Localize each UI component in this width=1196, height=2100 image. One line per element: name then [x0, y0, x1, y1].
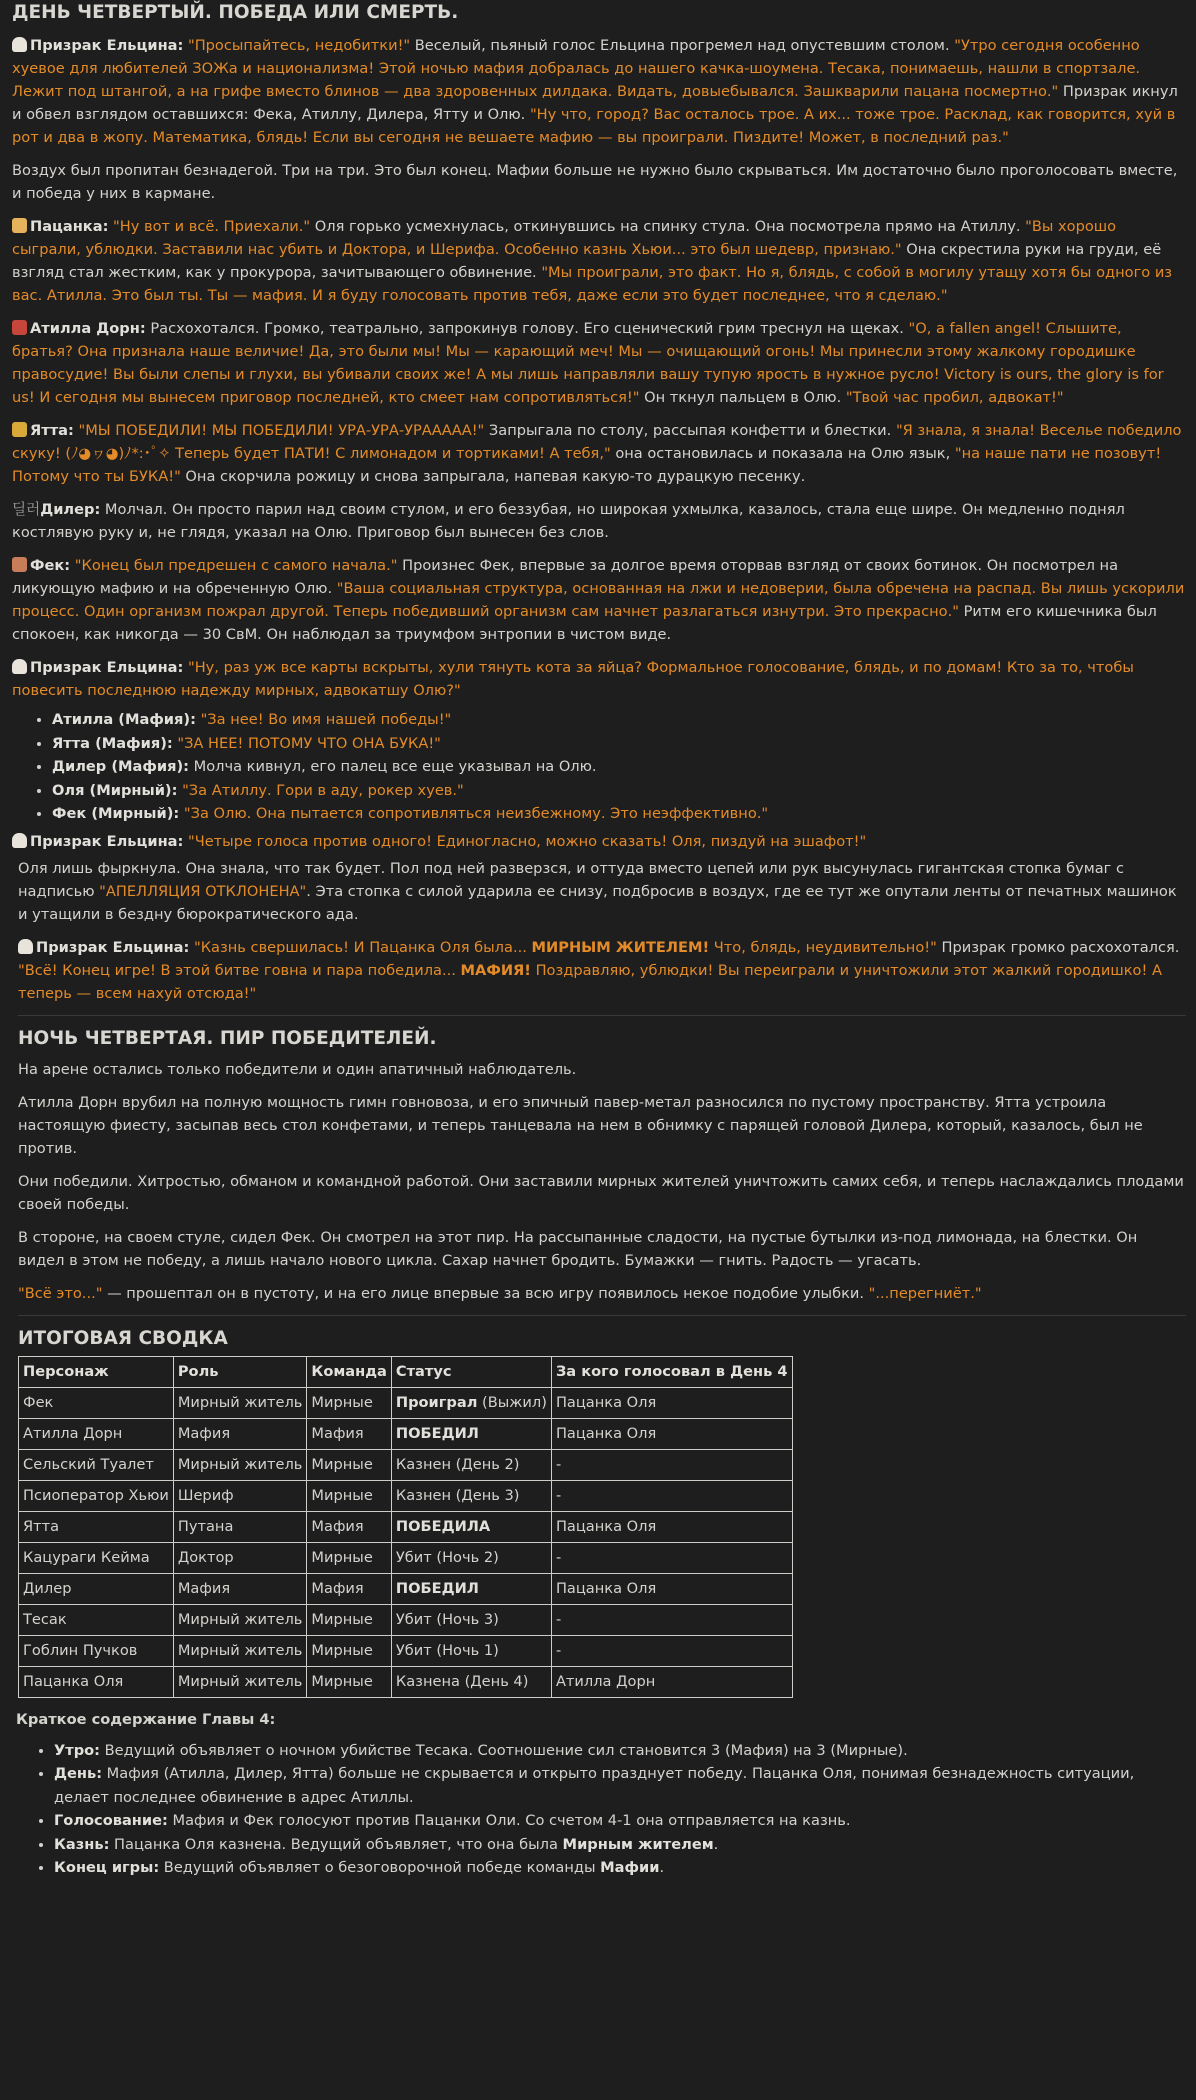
list-item: • Конец игры: Ведущий объявляет о безоговорочной победе команды Мафии.: [54, 1856, 1186, 1880]
ghost-icon: [18, 939, 33, 954]
list-item: • День: Мафия (Атилла, Дилер, Ятта) больше не скрывается и открыто празднует победу. Пацанка Оля, понимая безнадежность ситуации, делает последнее обвинение в адрес Атиллы.: [54, 1762, 1186, 1809]
day-heading: ДЕНЬ ЧЕТВЕРТЫЙ. ПОБЕДА ИЛИ СМЕРТЬ.: [12, 2, 459, 23]
table-row: Ятта Путана Мафия ПОБЕДИЛА Пацанка Оля: [19, 1511, 793, 1542]
paragraph-host-morning: Призрак Ельцина: "Просыпайтесь, недобитки!" Веселый, пьяный голос Ельцина прогремел над опустевшим столом. "Утро сегодня особенно хуевое для любителей ЗОЖа и национализма! Этой ночью мафия добралась до нашего качка-шоумена. Тесака, понимаешь, нашли в спортзале. Лежит под штангой, а на грифе вместо блинов — два здоровенных дилдака. Видать, довыебывался. Зашкварили пацана посмертно." Призрак икнул и обвел взглядом оставшихся: Фека, Атиллу, Дилера, Ятту и Олю. "Ну что, город? Вас осталось трое. А их... тоже трое. Расклад, как говорится, хуй в рот и два в жопу. Математика, блядь! Если вы сегодня не вешаете мафию — вы проиграли. Пиздите! Может, в последний раз.": [12, 37, 1178, 146]
paragraph-fek-whisper: "Всё это..." — прошептал он в пустоту, и на его лице впервые за всю игру появилось некое подобие улыбки. "...перегниёт.": [18, 1284, 982, 1302]
column-header: Персонаж: [19, 1356, 174, 1387]
sleeping-icon: [12, 557, 27, 572]
list-item: • Атилла (Мафия): "За нее! Во имя нашей победы!": [52, 708, 1186, 732]
car-icon: [12, 320, 27, 335]
list-item: • Оля (Мирный): "За Атиллу. Гори в аду, рокер хуев.": [52, 779, 1186, 803]
speaker-name: Призрак Ельцина:: [30, 37, 184, 54]
table-row: Фек Мирный житель Мирные Проиграл (Выжил) Пацанка Оля: [19, 1387, 793, 1418]
chapter-summary-title: Краткое содержание Главы 4:: [16, 1710, 276, 1728]
dealer-icon-text: 딜러: [12, 501, 41, 518]
paragraph-host-vote: Призрак Ельцина: "Ну, раз уж все карты вскрыты, хули тянуть кота за яйца? Формальное голосование, блядь, и по домам! Кто за то, чтобы повесить последнюю надежду мирных, адвокатшу Олю?": [12, 659, 1134, 699]
paragraph-narration: Воздух был пропитан безнадегой. Три на три. Это был конец. Мафии больше не нужно было скрываться. Им достаточно было проголосовать вместе, и победа у них в кармане.: [12, 162, 1178, 202]
paragraph-yatta: Ятта: "МЫ ПОБЕДИЛИ! МЫ ПОБЕДИЛИ! УРА-УРА-УРААААА!" Запрыгала по столу, рассыпая конфетти и блестки. "Я знала, я знала! Веселье победило скуку! (ﾉ◕ヮ◕)ﾉ*:･ﾟ✧ Теперь будет ПАТИ! С лимонадом и тортиками! А тебя," она остановилась и показала на Олю язык, "на наше пати не позовут! Потому что ты БУКА!" Она скорчила рожицу и снова запрыгала, напевая какую-то дурацкую песенку.: [12, 422, 1182, 485]
ghost-icon: [12, 659, 27, 674]
divider: [18, 1315, 1186, 1316]
list-item: • Фек (Мирный): "За Олю. Она пытается сопротивляться неизбежному. Это неэффективно.": [52, 802, 1186, 826]
paragraph-fek: Фек: "Конец был предрешен с самого начала." Произнес Фек, впервые за долгое время оторвав взгляд от своих ботинок. Он посмотрел на ликующую мафию и на обреченную Олю. "Ваша социальная структура, основанная на лжи и недоверии, была обречена на распад. Вы лишь ускорили процесс. Один организм пожрал другой. Теперь победивший организм сам начнет разлагаться изнутри. Это прекрасно." Ритм его кишечника был спокоен, как никогда — 30 СвМ. Он наблюдал за триумфом энтропии в чистом виде.: [12, 557, 1185, 643]
list-item: • Утро: Ведущий объявляет о ночном убийстве Тесака. Соотношение сил становится 3 (Мафия) на 3 (Мирные).: [54, 1739, 1186, 1763]
paragraph-olya: Пацанка: "Ну вот и всё. Приехали." Оля горько усмехнулась, откинувшись на спинку стула. Она посмотрела прямо на Атиллу. "Вы хорошо сыграли, ублюдки. Заставили нас убить и Доктора, и Шерифа. Особенно казнь Хьюи... это был шедевр, признаю." Она скрестила руки на груди, её взгляд стал жестким, как у прокурора, зачитывающего обвинение. "Мы проиграли, это факт. Но я, блядь, с собой в могилу утащу хотя бы одного из вас. Атилла. Это был ты. Ты — мафия. И я буду голосовать против тебя, даже если это будет последнее, что я сделаю.": [12, 218, 1173, 304]
continued-block: [12, 857, 1186, 1352]
paragraph-dealer: 딜러Дилер: Молчал. Он просто парил над своим стулом, и его беззубая, но широкая ухмылка, казалось, стала еще шире. Он медленно поднял костлявую руку и, не глядя, указал на Олю. Приговор был вынесен без слов.: [12, 501, 1125, 541]
list-item: • Дилер (Мафия): Молча кивнул, его палец все еще указывал на Олю.: [52, 755, 1186, 779]
table-row: Псиоператор Хьюи Шериф Мирные Казнен (День 3) -: [19, 1480, 793, 1511]
paragraph: На арене остались только победители и один апатичный наблюдатель.: [18, 1060, 577, 1078]
summary-heading: ИТОГОВАЯ СВОДКА: [18, 1327, 228, 1349]
table-row: Атилла Дорн Мафия Мафия ПОБЕДИЛ Пацанка Оля: [19, 1418, 793, 1449]
party-popper-icon: [12, 422, 27, 437]
table-row: Пацанка Оля Мирный житель Мирные Казнена (День 4) Атилла Дорн: [19, 1666, 793, 1697]
table-row: Дилер Мафия Мафия ПОБЕДИЛ Пацанка Оля: [19, 1573, 793, 1604]
paragraph: В стороне, на своем стуле, сидел Фек. Он смотрел на этот пир. На рассыпанные сладости, на пустые бутылки из-под лимонада, на блестки. Он видел в этом не победу, а лишь начало нового цикла. Сахар начнет бродить. Бумажки — гнить. Радость — угасать.: [18, 1228, 1138, 1269]
girl-icon: [12, 218, 27, 233]
column-header: Команда: [307, 1356, 391, 1387]
table-row: Тесак Мирный житель Мирные Убит (Ночь 3) -: [19, 1604, 793, 1635]
paragraph-atilla: Атилла Дорн: Расхохотался. Громко, театрально, запрокинув голову. Его сценический грим треснул на щеках. "O, a fallen angel! Слышите, братья? Она признала наше величие! Да, это были мы! Мы — карающий меч! Мы — очищающий огонь! Мы принесли этому жалкому городишке правосудие! Вы были слепы и глухи, вы убивали своих же! А мы лишь направляли вашу тупую ярость в нужное русло! Victory is ours, the glory is for us! И сегодня мы вынесем приговор последней, кто смеет нам сопротивляться!" Он ткнул пальцем в Олю. "Твой час пробил, адвокат!": [12, 320, 1164, 406]
column-header: Роль: [173, 1356, 307, 1387]
vote-list: [12, 708, 1186, 826]
table-header-row: [19, 1356, 793, 1387]
ghost-icon: [12, 37, 27, 52]
chapter-summary-list: [12, 1739, 1186, 1880]
divider: [18, 1015, 1186, 1016]
table-row: Гоблин Пучков Мирный житель Мирные Убит (Ночь 1) -: [19, 1635, 793, 1666]
summary-table: [18, 1356, 793, 1698]
ghost-icon: [12, 833, 27, 848]
paragraph: Атилла Дорн врубил на полную мощность гимн говновоза, и его эпичный павер-метал разносился по пустому пространству. Ятта устроила настоящую фиесту, засыпав весь стол конфетами, и теперь танцевала на нем в обнимку с парящей головой Дилера, который, казалось, был не против.: [18, 1093, 1143, 1157]
list-item: • Ятта (Мафия): "ЗА НЕЕ! ПОТОМУ ЧТО ОНА БУКА!": [52, 732, 1186, 756]
table-row: Кацураги Кейма Доктор Мирные Убит (Ночь 2) -: [19, 1542, 793, 1573]
list-item: • Казнь: Пацанка Оля казнена. Ведущий объявляет, что она была Мирным жителем.: [54, 1833, 1186, 1857]
list-item: • Голосование: Мафия и Фек голосуют против Пацанки Оли. Со счетом 4-1 она отправляется на казнь.: [54, 1809, 1186, 1833]
night-heading: НОЧЬ ЧЕТВЕРТАЯ. ПИР ПОБЕДИТЕЛЕЙ.: [18, 1027, 437, 1049]
paragraph-execution: Оля лишь фыркнула. Она знала, что так будет. Пол под ней разверзся, и оттуда вместо цепей или рук высунулась гигантская стопка бумаг с надписью "АПЕЛЛЯЦИЯ ОТКЛОНЕНА". Эта стопка с силой ударила ее снизу, подбросив в воздух, где ее тут же опутали ленты от печатных машинок и утащили в бездну бюрократического ада.: [18, 859, 1177, 923]
paragraph-host-verdict: Призрак Ельцина: "Четыре голоса против одного! Единогласно, можно сказать! Оля, пиздуй на эшафот!": [12, 830, 1186, 853]
paragraph: Они победили. Хитростью, обманом и командной работой. Они заставили мирных жителей уничтожить самих себя, и теперь наслаждались плодами своей победы.: [18, 1172, 1184, 1213]
paragraph-host-final: Призрак Ельцина: "Казнь свершилась! И Пацанка Оля была... МИРНЫМ ЖИТЕЛЕМ! Что, блядь, неудивительно!" Призрак громко расхохотался. "Всё! Конец игре! В этой битве говна и пара победила... МАФИЯ! Поздравляю, ублюдки! Вы переиграли и уничтожили этот жалкий городишко! А теперь — всем нахуй отсюда!": [18, 938, 1180, 1002]
table-row: Сельский Туалет Мирный житель Мирные Казнен (День 2) -: [19, 1449, 793, 1480]
column-header: Статус: [391, 1356, 551, 1387]
column-header: За кого голосовал в День 4: [551, 1356, 792, 1387]
